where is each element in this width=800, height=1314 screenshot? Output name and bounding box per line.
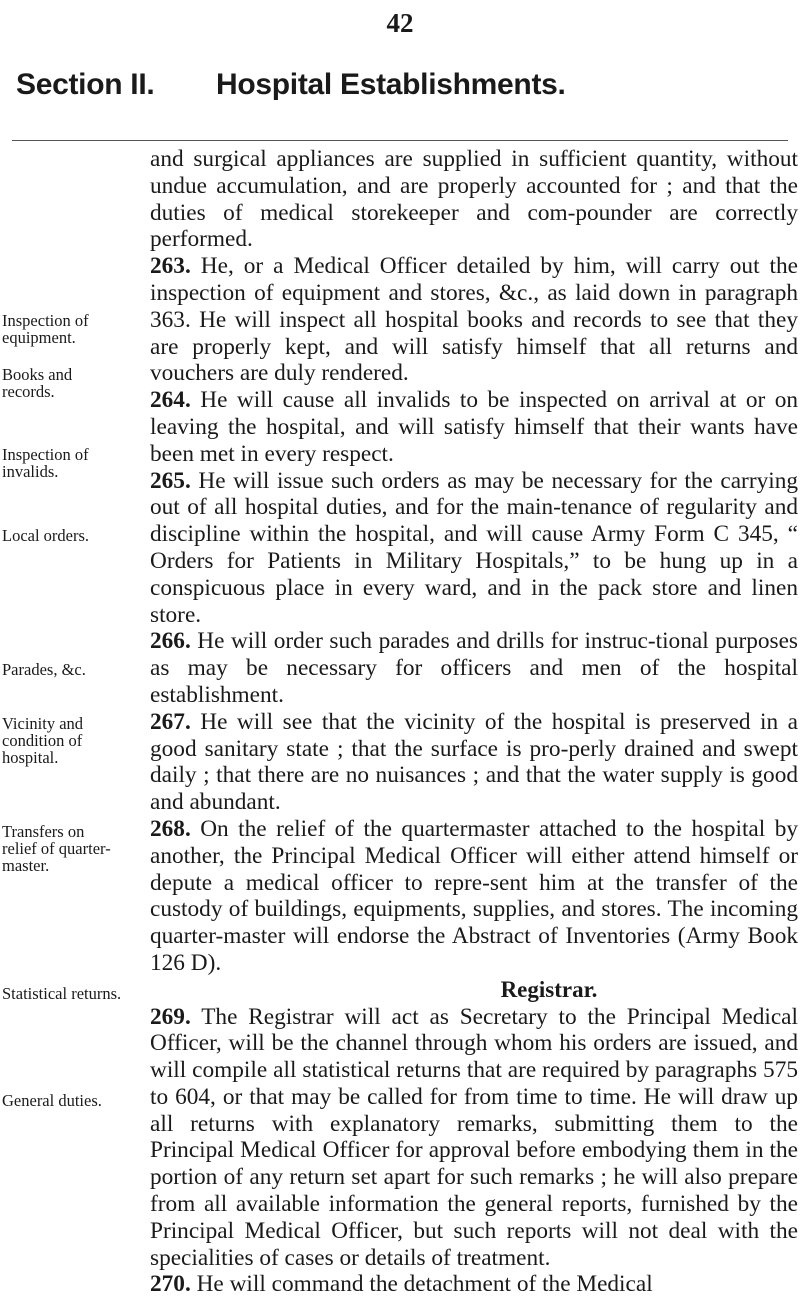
paragraph-number: 265. [150,467,191,494]
paragraph-text: He, or a Medical Officer detailed by him, will carry out the inspection of equipment and stores, &c., as laid down in paragraph 363. He will inspect all hospital books and records to see that they are properly kept, and will satisfy himself that all returns and vouchers are duly rendered. [150,253,798,387]
paragraph-number: 263. [150,253,191,280]
paragraph-text: He will see that the vicinity of the hospital is preserved in a good sanitary state ; that the surface is pro-perly drained and swept daily ; that there are no nuisances ; and that the water supply is good and abundant. [150,708,798,816]
margin-note: Statistical returns. [2,984,122,1003]
margin-note: Parades, &c. [2,660,86,679]
paragraph-text: He will cause all invalids to be inspected on arrival at or on leaving the hospital, and will satisfy himself that their wants have been met in every respect. [150,387,799,467]
paragraph-text: He will order such parades and drills for instruc-tional purposes as may be necessary for officers and men of the hospital establishment. [150,628,799,708]
margin-note: Books and records. [2,365,73,401]
paragraph-266 [150,628,798,708]
paragraph-text: On the relief of the quartermaster attached to the hospital by another, the Principal Medical Officer will either attend himself or depute a medical officer to repre-sent him at the transfer of the custody of buildings, equipments, supplies, and stores. The incoming quarter-master will endorse the Abstract of Inventories (Army Book 126 D). [150,815,798,976]
margin-note: Local orders. [2,526,90,545]
paragraph-268 [150,816,798,977]
paragraph-number: 264. [150,387,191,414]
margin-note: Vicinity and condition of hospital. [2,714,84,767]
paragraph-265 [150,468,798,629]
paragraph-269 [150,1004,798,1272]
margin-note: Inspection of invalids. [2,445,89,481]
paragraph-270 [150,1271,798,1298]
paragraph-263 [150,253,798,387]
paragraph-text: He will command the detachment of the Medical [196,1271,653,1298]
chapter-title: Hospital Establishments. [216,68,566,101]
header-rule [12,140,788,141]
paragraph-number: 269. [150,1003,191,1030]
paragraph-number: 268. [150,815,191,842]
paragraph-number: 266. [150,628,191,655]
section-label: Section II. [16,68,155,101]
paragraph-number: 267. [150,708,191,735]
page-number: 42 [386,8,414,38]
paragraph-264 [150,387,798,467]
paragraph-text: He will issue such orders as may be necessary for the carrying out of all hospital duties, and for the main-tenance of regularity and discipline within the hospital, and will cause Army Form C 345, “ Orders for Patients in Military Hospitals,” to be hung up in a conspicuous place in every ward, and in the pack store and linen store. [150,467,798,628]
subheading-registrar: Registrar. [500,976,598,1002]
body-text [150,146,798,1298]
margin-note: Transfers on relief of quarter-master. [2,822,111,875]
paragraph-number: 270. [150,1271,191,1298]
paragraph-267 [150,709,798,816]
margin-note: General duties. [2,1091,102,1110]
paragraph-text: The Registrar will act as Secretary to the Principal Medical Officer, will be the channel through whom his orders are issued, and will compile all statistical returns that are required by paragraphs 575 to 604, or that may be called for from time to time. He will draw up all returns with explanatory remarks, submitting them to the Principal Medical Officer for approval before embodying them in the portion of any return set apart for such remarks ; he will also prepare from all available information the general reports, furnished by the Principal Medical Officer, but such reports will not deal with the specialities of cases or details of treatment. [150,1003,798,1271]
margin-note: Inspection of equipment. [2,311,89,347]
continuation-paragraph: and surgical appliances are supplied in sufficient quantity, without undue accumulation, and are properly accounted for ; and that the duties of medical storekeeper and com-pounder are correctly performed. [150,146,798,253]
